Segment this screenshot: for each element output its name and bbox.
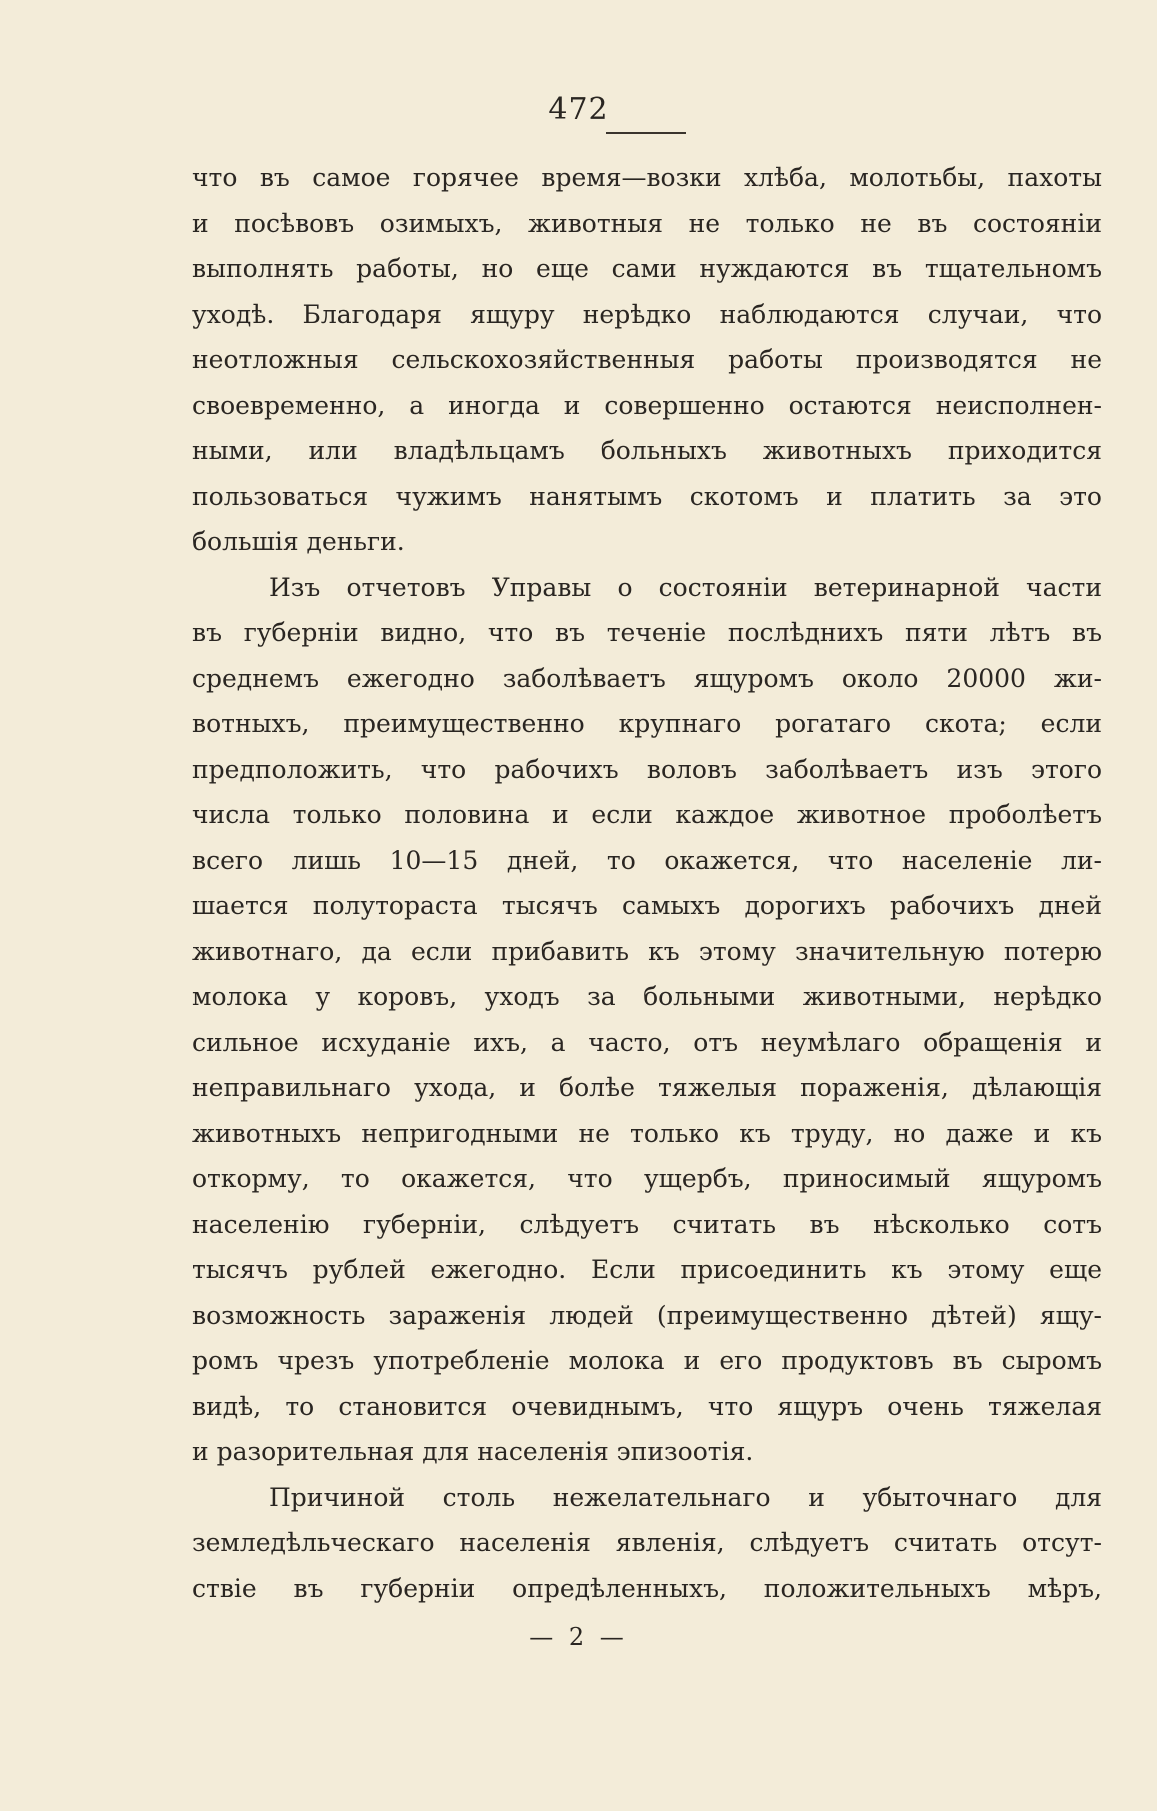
text-line: Причиной столь нежелательнаго и убыточнаго для (269, 1482, 1102, 1512)
text-line: пользоваться чужимъ нанятымъ скотомъ и платить за это (192, 481, 1102, 511)
text-block (192, 155, 1102, 1611)
text-line: видѣ, то становится очевиднымъ, что ящуръ очень тяжелая (192, 1391, 1102, 1421)
text-line: возможность зараженія людей (преимущественно дѣтей) ящу- (192, 1300, 1102, 1330)
text-line: животнаго, да если прибавить къ этому значительную потерю (192, 936, 1102, 966)
text-line: вотныхъ, преимущественно крупнаго рогатаго скота; если (192, 709, 1102, 738)
text-line: ствіе въ губерніи опредѣленныхъ, положительныхъ мѣръ, (192, 1573, 1102, 1603)
text-line: среднемъ ежегодно заболѣваетъ ящуромъ около 20000 жи- (192, 663, 1102, 693)
text-line: предположить, что рабочихъ воловъ заболѣваетъ изъ этого (192, 754, 1102, 784)
text-line: ными, или владѣльцамъ больныхъ животныхъ приходится (192, 436, 1102, 465)
page-number: 472 (548, 92, 609, 127)
text-line: что въ самое горячее время—возки хлѣба, молотьбы, пахоты (192, 163, 1102, 192)
page-number-underline (606, 132, 686, 134)
footer-signature: — 2 — (529, 1623, 628, 1651)
text-line: шается полутораста тысячъ самыхъ дорогихъ рабочихъ дней (192, 891, 1102, 920)
text-line: и посѣвовъ озимыхъ, животныя не только не въ состояніи (192, 208, 1102, 238)
text-line: тысячъ рублей ежегодно. Если присоединить къ этому еще (192, 1255, 1102, 1284)
text-line: земледѣльческаго населенія явленія, слѣдуетъ считать отсут- (192, 1528, 1102, 1557)
paragraph-3 (192, 1475, 1102, 1612)
text-line: большія деньги. (192, 527, 405, 556)
text-line: населенію губерніи, слѣдуетъ считать въ нѣсколько сотъ (192, 1209, 1102, 1239)
text-line: числа только половина и если каждое животное проболѣетъ (192, 800, 1102, 829)
text-line: молока у коровъ, уходъ за больными животными, нерѣдко (192, 982, 1102, 1011)
text-line: ромъ чрезъ употребленіе молока и его продуктовъ въ сыромъ (192, 1346, 1102, 1375)
text-line: всего лишь 10—15 дней, то окажется, что населеніе ли- (192, 845, 1102, 875)
text-line: неправильнаго ухода, и болѣе тяжелыя пораженія, дѣлающія (192, 1073, 1102, 1102)
text-line: Изъ отчетовъ Управы о состояніи ветеринарной части (269, 572, 1102, 602)
text-line: уходѣ. Благодаря ящуру нерѣдко наблюдаются случаи, что (192, 299, 1102, 329)
text-line: животныхъ непригодными не только къ труду, но даже и къ (192, 1118, 1102, 1148)
text-line: въ губерніи видно, что въ теченіе послѣднихъ пяти лѣтъ въ (192, 618, 1102, 647)
text-line: сильное исхуданіе ихъ, а часто, отъ неумѣлаго обращенія и (192, 1027, 1102, 1057)
text-line: своевременно, а иногда и совершенно остаются неисполнен- (192, 390, 1102, 420)
text-line: и разорительная для населенія эпизоотія. (192, 1437, 754, 1466)
text-line: неотложныя сельскохозяйственныя работы производятся не (192, 345, 1102, 374)
paragraph-2 (192, 565, 1102, 1475)
text-line: откорму, то окажется, что ущербъ, приносимый ящуромъ (192, 1164, 1102, 1193)
text-line: выполнять работы, но еще сами нуждаются въ тщательномъ (192, 254, 1102, 283)
paragraph-1 (192, 155, 1102, 565)
